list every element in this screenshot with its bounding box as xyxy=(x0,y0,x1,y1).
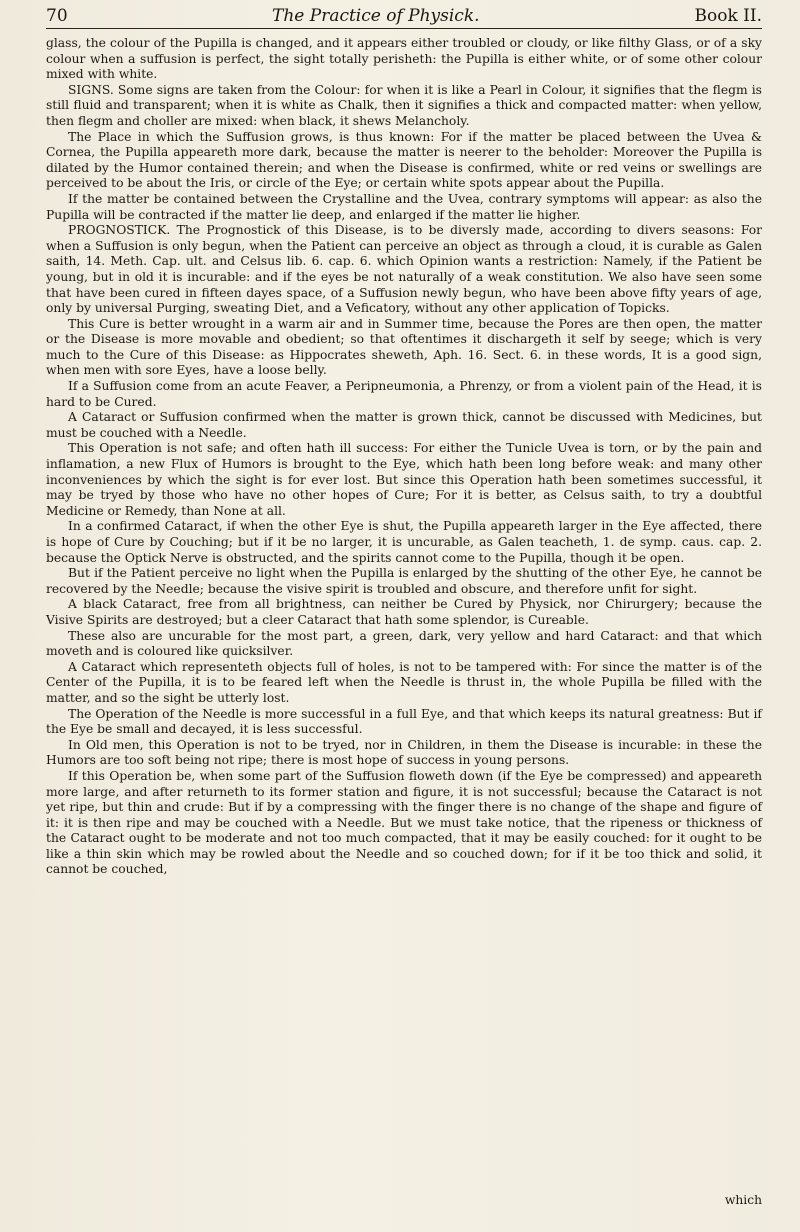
paragraph: If a Suffusion come from an acute Feaver, a Peripneumonia, a Phrenzy, or from a violent pain of the Head, it is hard to be Cured. xyxy=(46,379,762,409)
paragraph: This Cure is better wrought in a warm air and in Summer time, because the Pores are then open, the matter or the Disease is more movable and obedient; so that oftentimes it dischargeth it self by seege; which is very much to the Cure of this Disease: as Hippocrates sheweth, Aph. 16. Sect. 6. in these words, It is a good sign, when men with sore Eyes, have a loose belly. xyxy=(46,316,762,378)
paragraph: If the matter be contained between the Crystalline and the Uvea, contrary symptoms will appear: as also the Pupilla will be contracted if the matter lie deep, and enlarged if the matter lie higher. xyxy=(46,191,762,222)
running-title: The Practice of Physick. xyxy=(272,6,480,26)
paragraph: The Place in which the Suffusion grows, is thus known: For if the matter be placed between the Uvea & Cornea, the Pupilla appeareth more dark, because the matter is neerer to the beholder: Moreover the Pupilla is dilated by the Humor contained therein; and when the Disease is confirmed, white or red veins or swellings are perceived to be about the Iris, or circle of the Eye; or certain white spots appear about the Pupilla. xyxy=(46,129,762,191)
catchword: which xyxy=(724,1193,762,1207)
book-label: Book II. xyxy=(694,6,762,26)
paragraph: If this Operation be, when some part of the Suffusion floweth down (if the Eye be compressed) and appeareth more large, and after returneth to its former station and figure, it is not successful; because the Cataract is not yet ripe, but thin and crude: But if by a compressing with the finger there is no change of the shape and figure of it: it is then ripe and may be couched with a Needle. But we must take notice, that the ripeness or thickness of the Cataract ought to be moderate and not too much compacted, that it may be easily couched: for it ought to be like a thin skin which may be rowled about the Needle and so couched down; for if it be too thick and solid, it cannot be couched, xyxy=(46,768,762,877)
paragraph: In Old men, this Operation is not to be tryed, nor in Children, in them the Disease is incurable: in these the Humors are too soft being not ripe; there is most hope of success in young persons. xyxy=(46,737,762,768)
paragraph: A Cataract or Suffusion confirmed when the matter is grown thick, cannot be discussed with Medicines, but must be couched with a Needle. xyxy=(46,410,762,440)
paragraph: These also are uncurable for the most part, a green, dark, very yellow and hard Cataract: and that which moveth and is coloured like quicksilver. xyxy=(46,628,762,659)
paragraph: PROGNOSTICK. The Prognostick of this Disease, is to be diversly made, according to divers seasons: For when a Suffusion is only begun, when the Patient can perceive an object as through a cloud, it is curable as Galen saith, 14. Meth. Cap. ult. and Celsus lib. 6. cap. 6. which Opinion wants a restriction: Namely, if the Patient be young, but in old it is incurable: and if the eyes be not naturally of a weak constitution. We also have seen some that have been cured in fifteen dayes space, of a Suffusion newly begun, who have been above fifty years of age, only by universal Purging, sweating Diet, and a Veficatory, without any other application of Topicks. xyxy=(46,223,762,316)
paragraph: The Operation of the Needle is more successful in a full Eye, and that which keeps its natural greatness: But if the Eye be small and decayed, it is less successful. xyxy=(46,706,762,737)
paragraph: A Cataract which representeth objects full of holes, is not to be tampered with: For since the matter is of the Center of the Pupilla, it is to be feared left when the Needle is thrust in, the whole Pupilla be filled with the matter, and so the sight be utterly lost. xyxy=(46,659,762,705)
paragraph: But if the Patient perceive no light when the Pupilla is enlarged by the shutting of the other Eye, he cannot be recovered by the Needle; because the visive spirit is troubled and obscure, and therefore unfit for sight. xyxy=(46,566,762,596)
page-header xyxy=(46,6,762,29)
page-body xyxy=(46,36,762,878)
paragraph: A black Cataract, free from all brightness, can neither be Cured by Physick, nor Chirurgery; because the Visive Spirits are destroyed; but a cleer Cataract that hath some splendor, is Cureable. xyxy=(46,597,762,627)
page-number: 70 xyxy=(46,6,68,26)
paragraph: glass, the colour of the Pupilla is changed, and it appears either troubled or cloudy, or like filthy Glass, or of a sky colour when a suffusion is perfect, the sight totally perisheth: the Pupilla is either white, or of some other colour mixed with white. xyxy=(46,36,762,82)
paragraph: In a confirmed Cataract, if when the other Eye is shut, the Pupilla appeareth larger in the Eye affected, there is hope of Cure by Couching; but if it be no larger, it is uncurable, as Galen teacheth, 1. de symp. caus. cap. 2. because the Optick Nerve is obstructed, and the spirits cannot come to the Pupilla, though it be open. xyxy=(46,519,762,565)
paragraph: This Operation is not safe; and often hath ill success: For either the Tunicle Uvea is torn, or by the pain and inflamation, a new Flux of Humors is brought to the Eye, which hath been long before weak: and many other inconveniences by which the sight is for ever lost. But since this Operation hath been sometimes successful, it may be tryed by those who have no other hopes of Cure; For it is better, as Celsus saith, to try a doubtful Medicine or Remedy, than None at all. xyxy=(46,441,762,518)
paragraph: SIGNS. Some signs are taken from the Colour: for when it is like a Pearl in Colour, it signifies that the flegm is still fluid and transparent; when it is white as Chalk, then it signifies a thick and compacted matter: when yellow, then flegm and choller are mixed: when black, it shews Melancholy. xyxy=(46,82,762,128)
